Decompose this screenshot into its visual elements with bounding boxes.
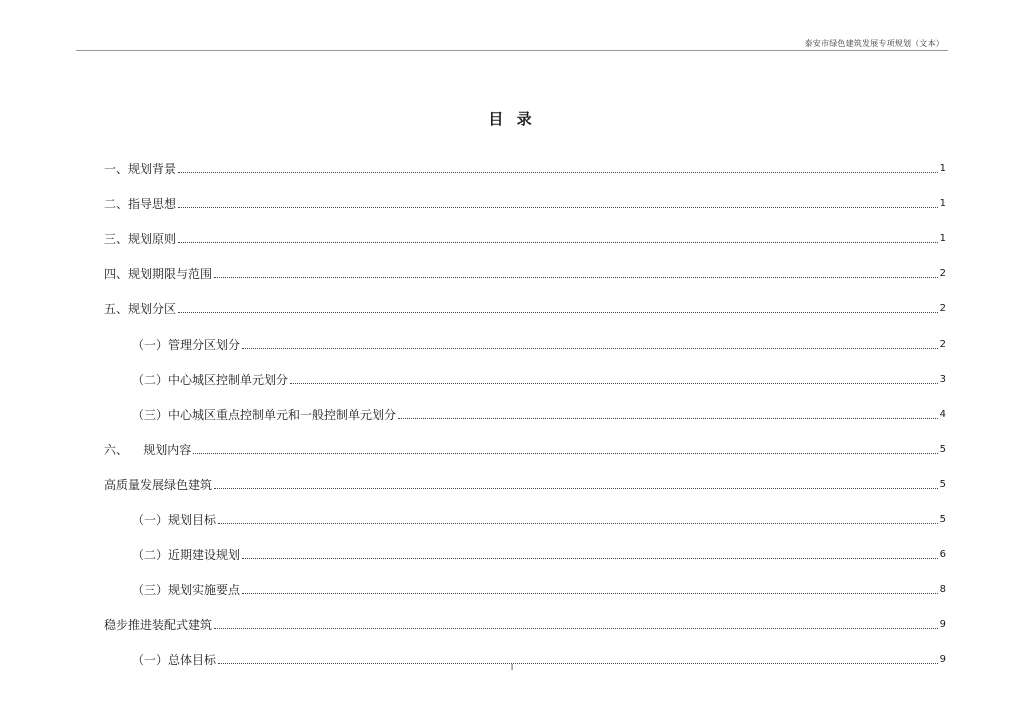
toc-entry-page[interactable]: 4 <box>939 408 946 420</box>
toc-dot-leader <box>242 593 938 594</box>
toc-entry-label[interactable]: （二）中心城区控制单元划分 <box>132 372 289 387</box>
toc-entry-label[interactable]: 六、 规划内容 <box>104 442 192 457</box>
toc-entry[interactable] <box>104 495 946 530</box>
toc-dot-leader <box>178 312 938 313</box>
toc-entry-label[interactable]: 稳步推进装配式建筑 <box>104 618 213 633</box>
toc-entry-label[interactable]: （一）总体目标 <box>132 653 217 668</box>
toc-entry-page[interactable]: 6 <box>939 549 946 561</box>
toc-entry-page[interactable]: 3 <box>939 373 946 385</box>
toc-entry-page[interactable]: 9 <box>939 654 946 666</box>
toc-entry-label[interactable]: （一）管理分区划分 <box>132 337 241 352</box>
toc-entry[interactable] <box>104 390 946 425</box>
toc-entry-label[interactable]: （二）近期建设规划 <box>132 548 241 563</box>
toc-entry-label[interactable]: 五、规划分区 <box>104 302 177 317</box>
toc-entry-page[interactable]: 5 <box>939 514 946 526</box>
toc-entry[interactable] <box>104 460 946 495</box>
toc-entry[interactable] <box>104 565 946 600</box>
toc-entry-page[interactable]: 9 <box>939 619 946 631</box>
toc-dot-leader <box>193 453 937 454</box>
toc-entry-page[interactable]: 2 <box>939 303 946 315</box>
toc-entry[interactable] <box>104 355 946 390</box>
toc-entry-label[interactable]: 一、规划背景 <box>104 162 177 177</box>
toc-entry[interactable] <box>104 144 946 179</box>
toc-entry-label[interactable]: （一）规划目标 <box>132 513 217 528</box>
toc-dot-leader <box>178 242 938 243</box>
toc-entry-label[interactable]: 四、规划期限与范围 <box>104 267 213 282</box>
toc-dot-leader <box>178 207 938 208</box>
header-divider <box>76 50 948 51</box>
toc-entry[interactable] <box>104 249 946 284</box>
table-of-contents <box>104 144 946 670</box>
toc-dot-leader <box>242 558 938 559</box>
toc-entry[interactable] <box>104 284 946 319</box>
toc-dot-leader <box>398 418 938 419</box>
toc-entry[interactable] <box>104 179 946 214</box>
toc-entry-page[interactable]: 1 <box>939 198 946 210</box>
toc-dot-leader <box>214 488 938 489</box>
toc-entry-label[interactable]: 三、规划原则 <box>104 232 177 247</box>
toc-entry-label[interactable]: （三）中心城区重点控制单元和一般控制单元划分 <box>132 407 397 422</box>
toc-entry[interactable] <box>104 600 946 635</box>
toc-entry[interactable] <box>104 530 946 565</box>
toc-title: 目 录 <box>488 110 536 128</box>
toc-dot-leader <box>214 628 938 629</box>
toc-entry-page[interactable]: 8 <box>939 584 946 596</box>
toc-dot-leader <box>214 277 938 278</box>
page-number: I <box>510 663 514 672</box>
toc-dot-leader <box>242 348 938 349</box>
running-header: 泰安市绿色建筑发展专项规划（文本） <box>804 39 944 48</box>
toc-entry-page[interactable]: 5 <box>939 478 946 490</box>
toc-entry[interactable] <box>104 425 946 460</box>
toc-entry[interactable] <box>104 319 946 354</box>
toc-dot-leader <box>178 172 938 173</box>
toc-entry-label[interactable]: （三）规划实施要点 <box>132 583 241 598</box>
toc-entry-page[interactable]: 1 <box>939 233 946 245</box>
toc-dot-leader <box>290 383 938 384</box>
toc-entry-label[interactable]: 二、指导思想 <box>104 197 177 212</box>
toc-entry-page[interactable]: 2 <box>939 268 946 280</box>
toc-entry-page[interactable]: 2 <box>939 338 946 350</box>
toc-entry-label[interactable]: 高质量发展绿色建筑 <box>104 477 213 492</box>
toc-dot-leader <box>218 523 938 524</box>
toc-entry[interactable] <box>104 214 946 249</box>
toc-entry-page[interactable]: 5 <box>939 443 946 455</box>
toc-entry-page[interactable]: 1 <box>939 163 946 175</box>
